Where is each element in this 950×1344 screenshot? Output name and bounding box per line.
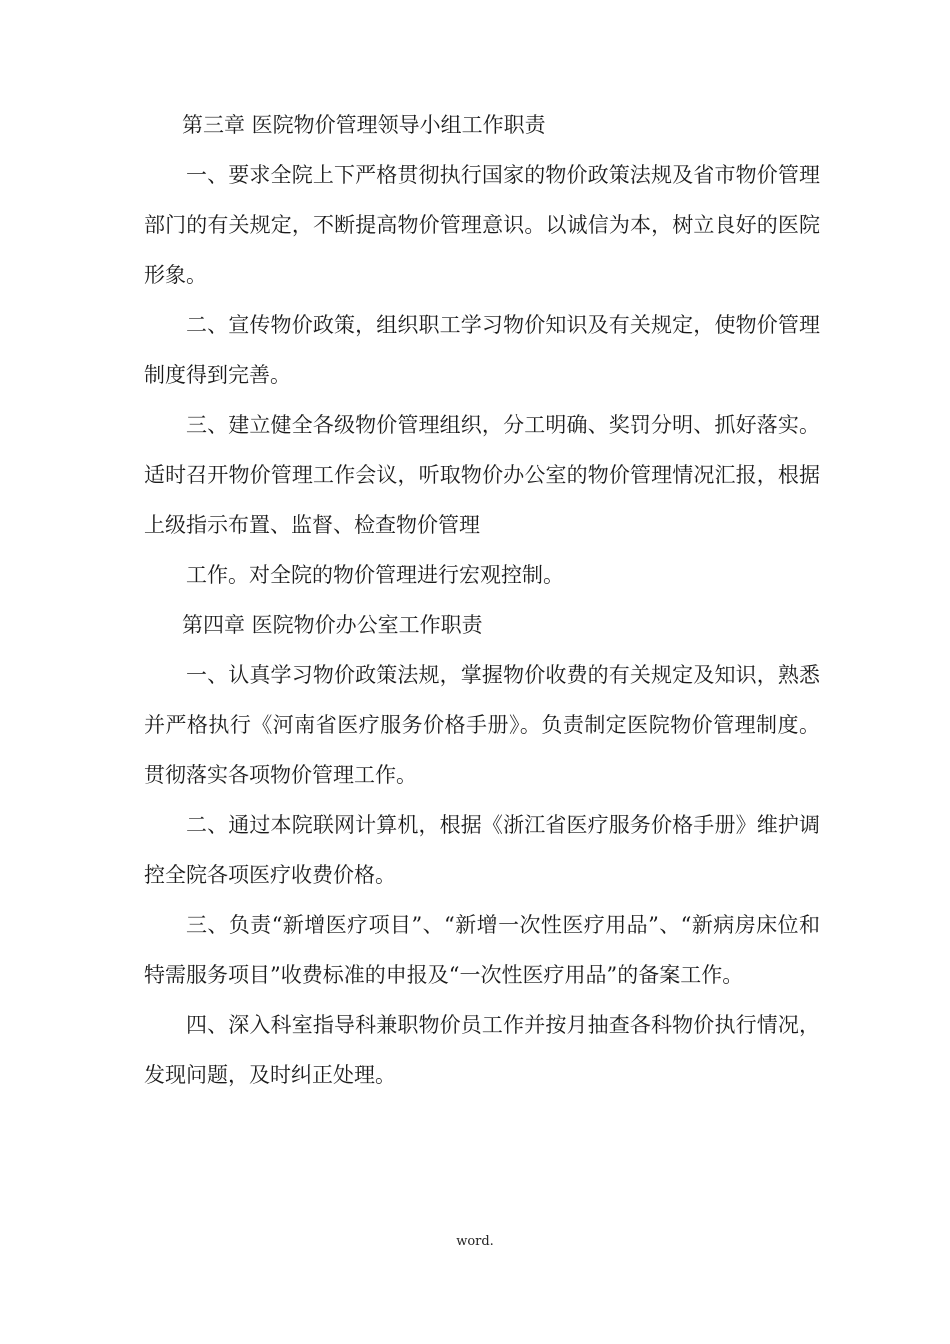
chapter-3-item-3-continued: 工作。对全院的物价管理进行宏观控制。: [186, 563, 564, 587]
chapter-3-item-3: 三、建立健全各级物价管理组织，分工明确、奖罚分明、抓好落实。适时召开物价管理工作会议，听取物价办公室的物价管理情况汇报，根据上级指示布置、监督、检查物价管理: [144, 413, 820, 537]
chapter-4-item-2: 二、通过本院联网计算机，根据《浙江省医疗服务价格手册》维护调控全院各项医疗收费价格。: [144, 813, 820, 887]
chapter-4-item-1: 一、认真学习物价政策法规，掌握物价收费的有关规定及知识，熟悉并严格执行《河南省医疗服务价格手册》。负责制定医院物价管理制度。贯彻落实各项物价管理工作。: [144, 663, 820, 787]
chapter-4-item-3: 三、负责“新增医疗项目”、“新增一次性医疗用品”、“新病房床位和特需服务项目”收费标准的申报及“一次性医疗用品”的备案工作。: [144, 913, 820, 987]
page-footer: word.: [456, 1234, 494, 1249]
document-body: [144, 100, 820, 1100]
chapter-4-heading: 第四章 医院物价办公室工作职责: [182, 613, 483, 637]
chapter-3-item-1: 一、要求全院上下严格贯彻执行国家的物价政策法规及省市物价管理部门的有关规定，不断提高物价管理意识。以诚信为本，树立良好的医院形象。: [144, 163, 820, 287]
chapter-3-item-2: 二、宣传物价政策，组织职工学习物价知识及有关规定，使物价管理制度得到完善。: [144, 313, 820, 387]
chapter-4-item-4: 四、深入科室指导科兼职物价员工作并按月抽查各科物价执行情况，发现问题，及时纠正处理。: [144, 1013, 820, 1087]
chapter-3-heading: 第三章 医院物价管理领导小组工作职责: [182, 113, 546, 137]
